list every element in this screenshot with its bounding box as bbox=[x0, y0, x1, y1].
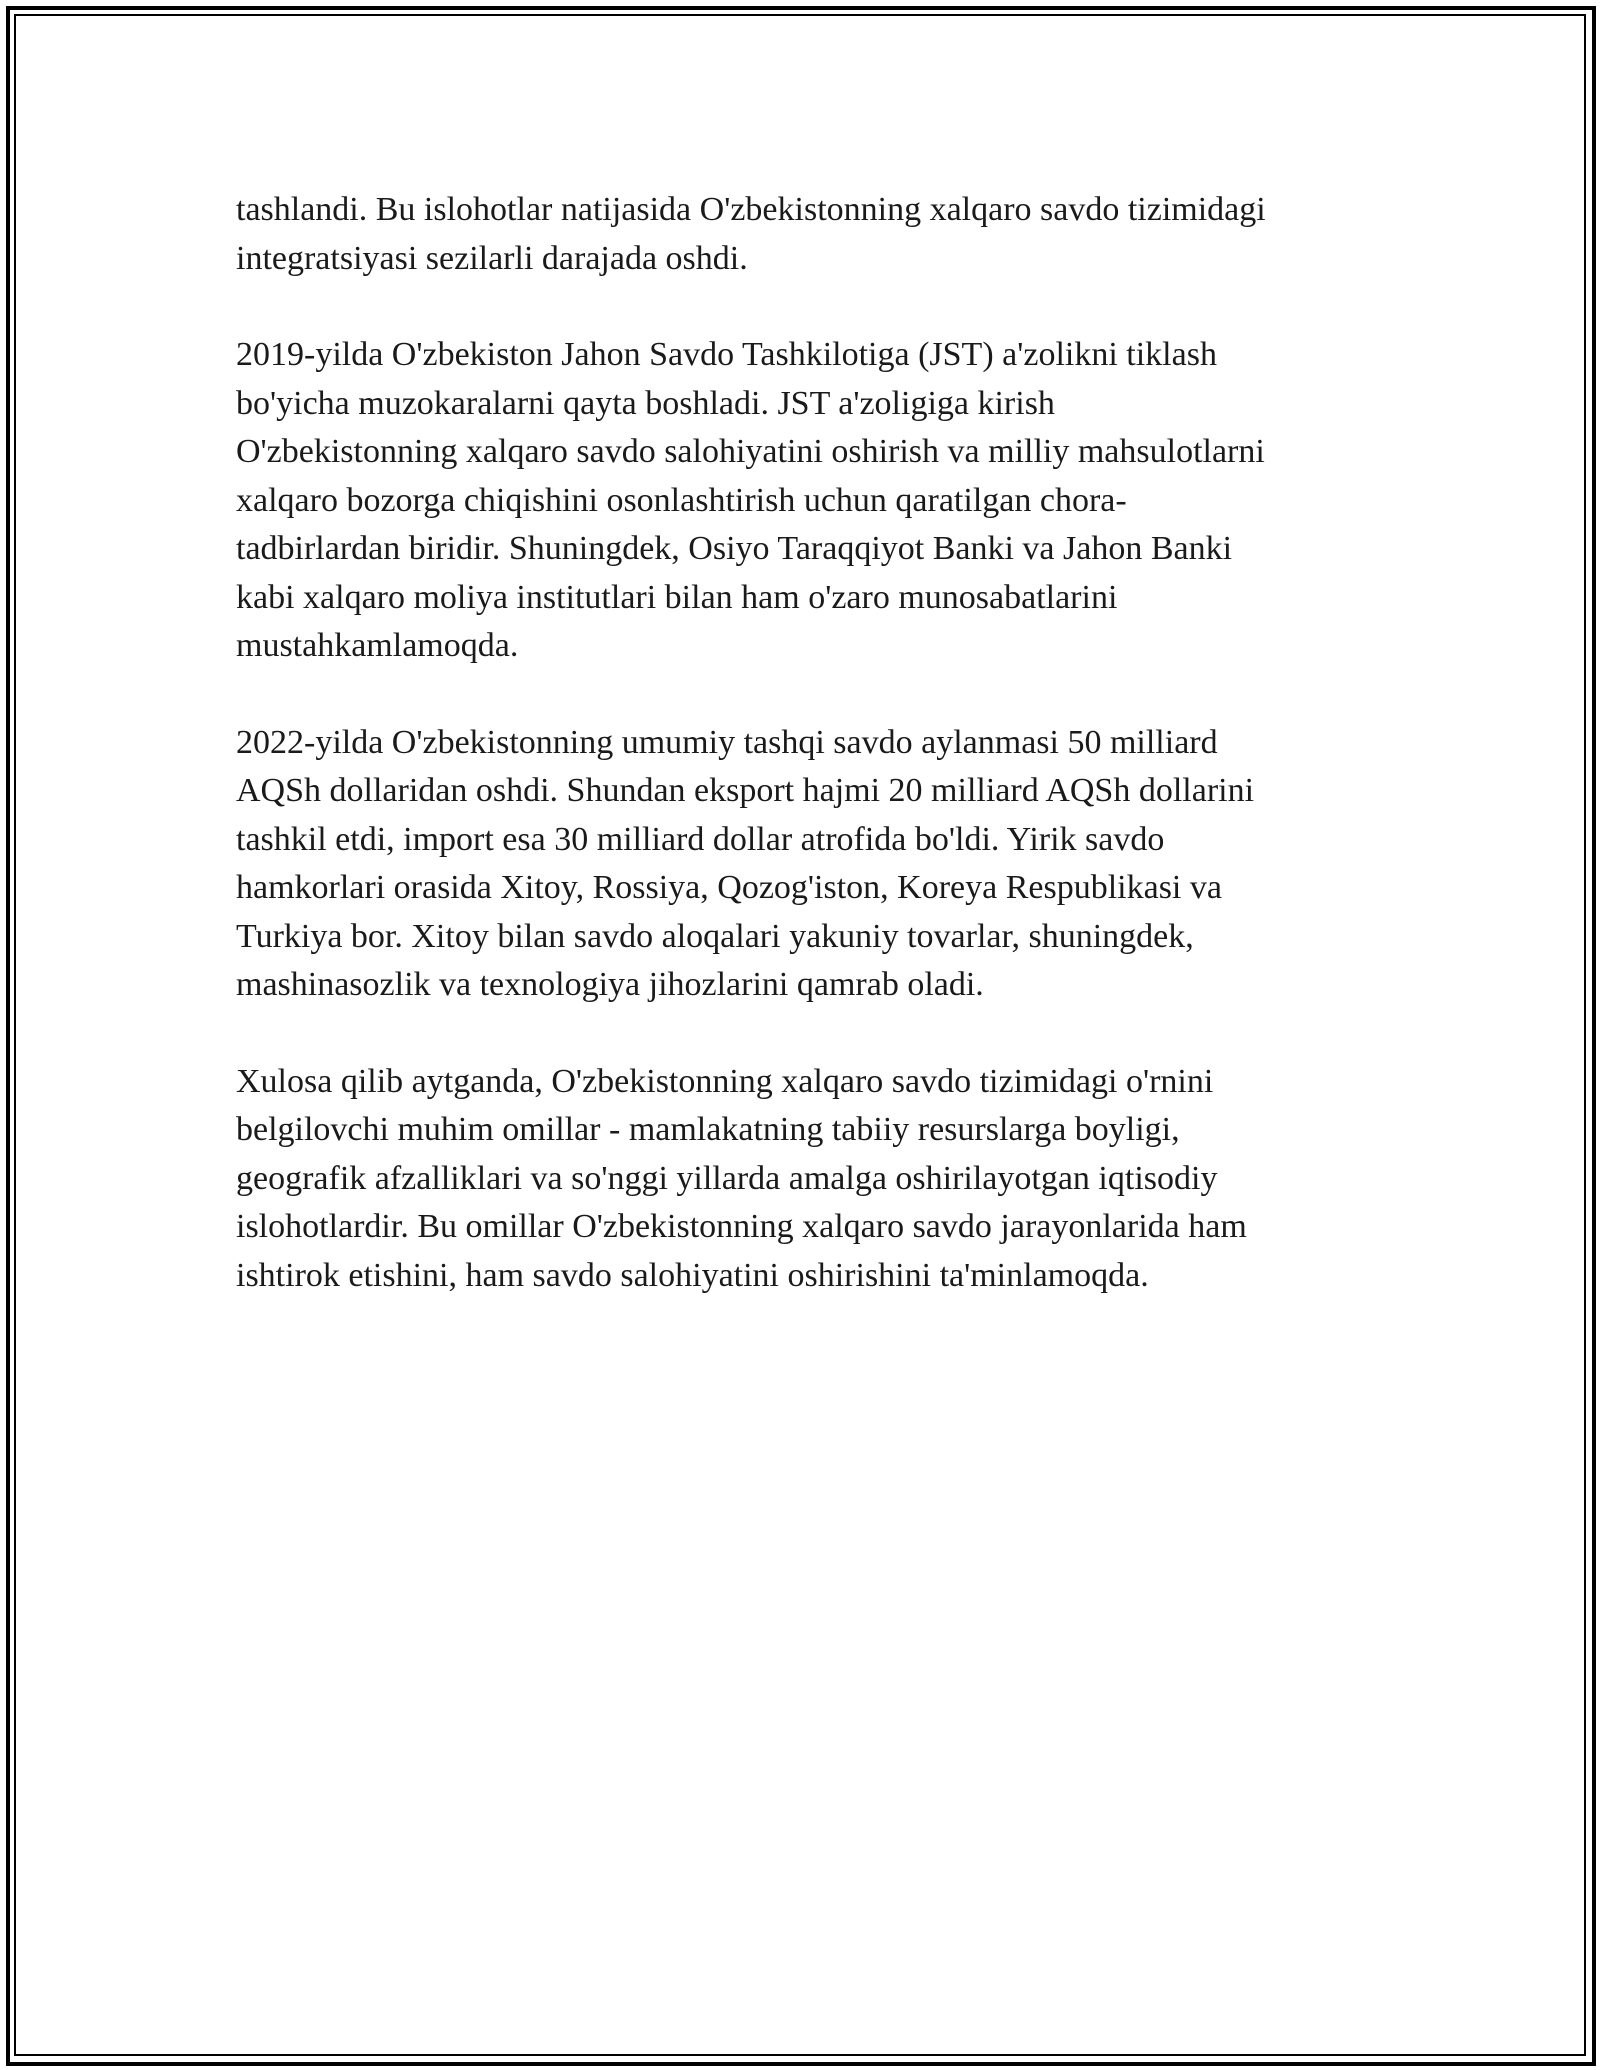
paragraph: Xulosa qilib aytganda, O'zbekistonning xalqaro savdo tizimidagi o'rnini belgilovchi muhim omillar - mamlakatning tabiiy resurslarga boyligi, geografik afzalliklari va so'nggi yillarda amalga oshirilayotgan iqtisodiy islohotlardir. Bu omillar O'zbekistonning xalqaro savdo jarayonlarida ham ishtirok etishini, ham savdo salohiyatini oshirishini ta'minlamoqda. bbox=[236, 1062, 1247, 1294]
document-body bbox=[236, 186, 1376, 1348]
paragraph: 2019-yilda O'zbekiston Jahon Savdo Tashkilotiga (JST) a'zolikni tiklash bo'yicha muzokaralarni qayta boshladi. JST a'zoligiga kirish O'zbekistonning xalqaro savdo salohiyatini oshirish va milliy mahsulotlarni xalqaro bozorga chiqishini osonlashtirish uchun qaratilgan chora- tadbirlardan biridir. Shuningdek, Osiyo Taraqqiyot Banki va Jahon Banki kabi xalqaro moliya institutlari bilan ham o'zaro munosabatlarini mustahkamlamoqda. bbox=[236, 336, 1265, 664]
paragraph: 2022-yilda O'zbekistonning umumiy tashqi savdo aylanmasi 50 milliard AQSh dollaridan oshdi. Shundan eksport hajmi 20 milliard AQSh dollarini tashkil etdi, import esa 30 milliard dollar atrofida bo'ldi. Yirik savdo hamkorlari orasida Xitoy, Rossiya, Qozog'iston, Koreya Respublikasi va Turkiya bor. Xitoy bilan savdo aloqalari yakuniy tovarlar, shuningdek, mashinasozlik va texnologiya jihozlarini qamrab oladi. bbox=[236, 723, 1255, 1003]
paragraph: tashlandi. Bu islohotlar natijasida O'zbekistonning xalqaro savdo tizimidagi integratsiyasi sezilarli darajada oshdi. bbox=[236, 191, 1266, 277]
